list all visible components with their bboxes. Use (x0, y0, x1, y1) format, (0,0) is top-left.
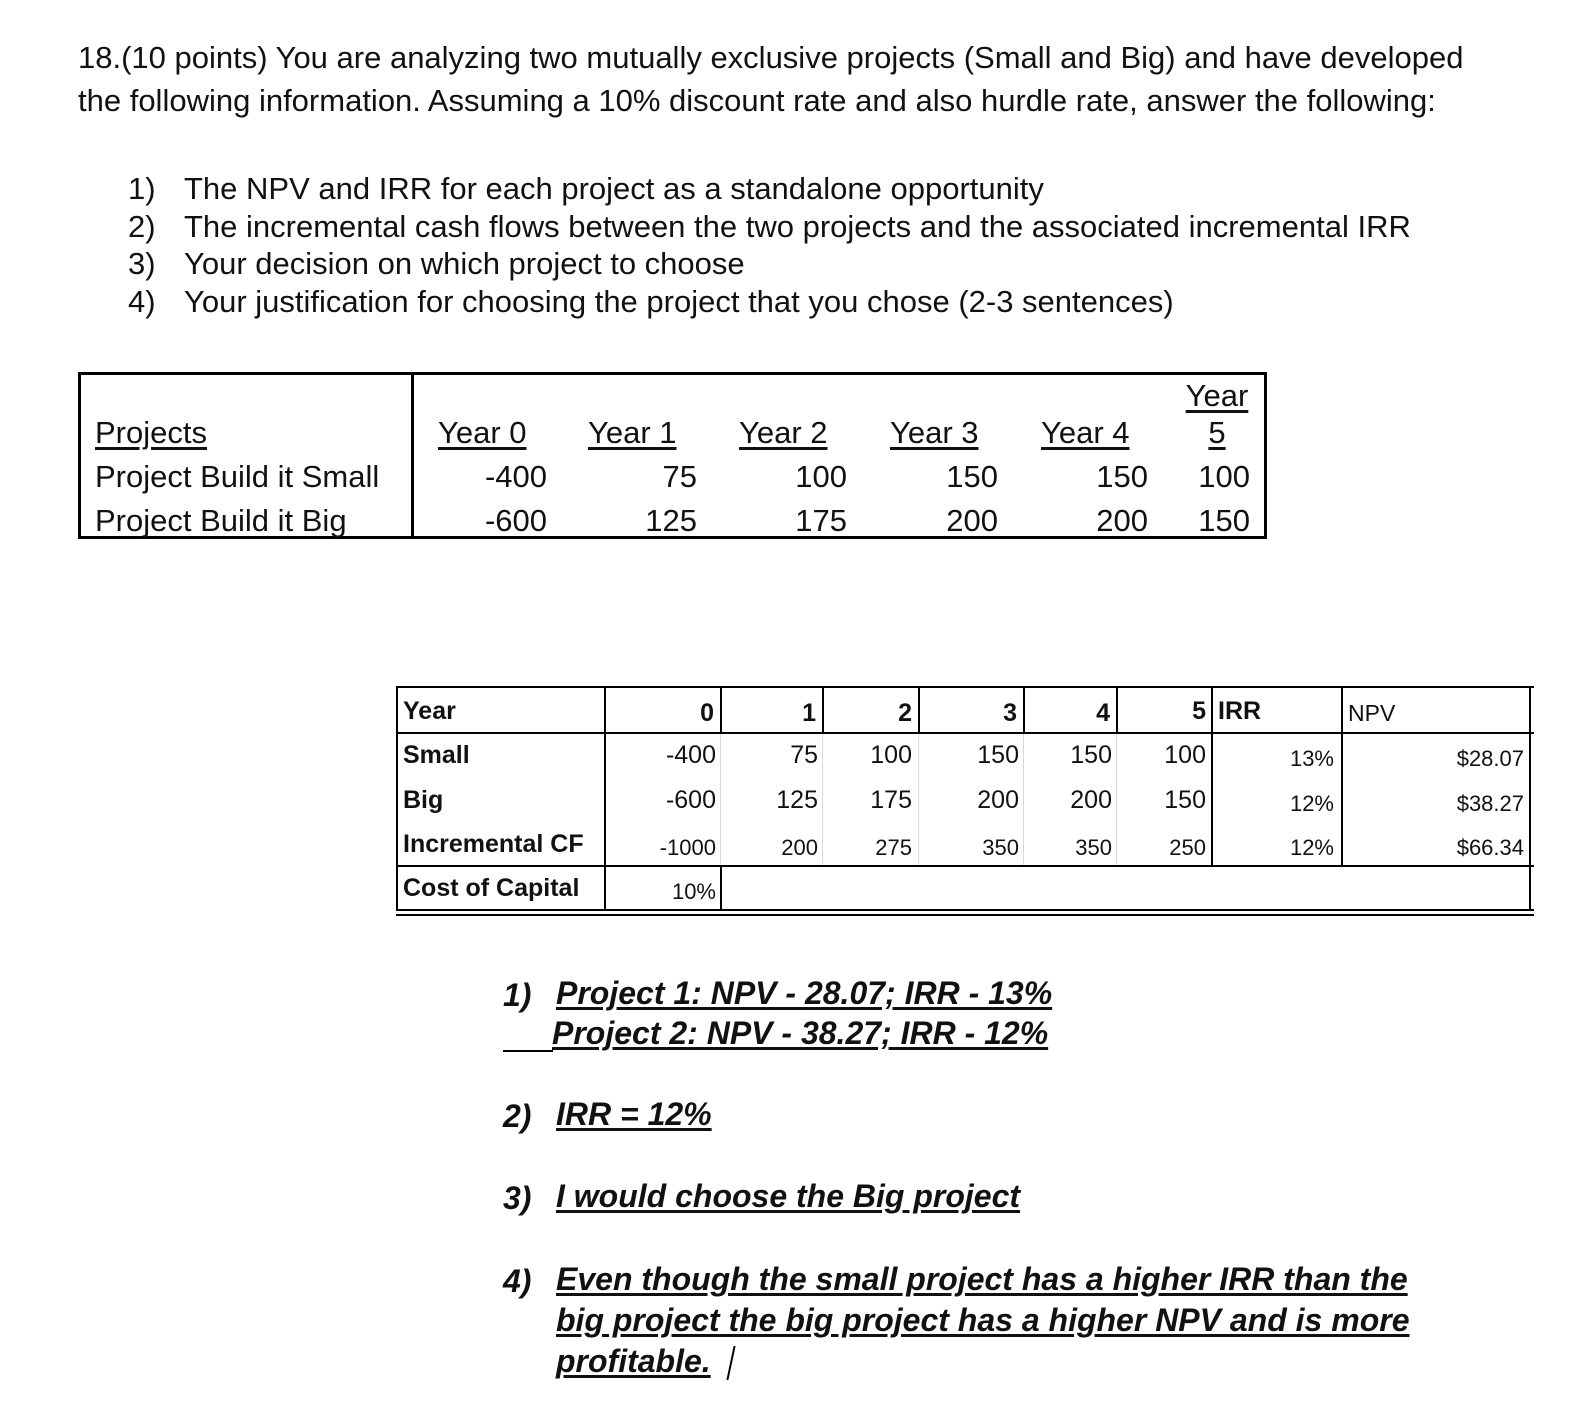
answer-4-number: 4) (503, 1263, 532, 1299)
sheet-grid-line (918, 734, 919, 865)
sheet-inc-npv: $66.34 (1456, 835, 1524, 860)
sheet-small-y2: 100 (870, 741, 912, 769)
answer-4-text-3: profitable. (556, 1343, 711, 1379)
cell-big-y5: 150 (1198, 503, 1250, 538)
sheet-grid-line (1116, 734, 1117, 865)
sheet-header-irr: IRR (1218, 697, 1262, 725)
cell-big-y2: 175 (795, 503, 847, 538)
cell-small-y2: 100 (795, 459, 847, 494)
sheet-header-year: Year (403, 697, 456, 725)
sheet-inc-y3: 350 (982, 835, 1019, 860)
answer-3-text: I would choose the Big project (556, 1178, 1021, 1214)
sheet-col-line (1023, 686, 1025, 732)
list-item (128, 170, 1568, 208)
sheet-big-y4: 200 (1070, 786, 1112, 814)
header-projects: Projects (95, 415, 207, 450)
sheet-left-border (396, 686, 398, 910)
sheet-inc-y1: 200 (781, 835, 818, 860)
sheet-header-y4: 4 (1096, 699, 1110, 727)
sheet-big-irr: 12% (1289, 791, 1334, 816)
column-divider (411, 375, 414, 536)
answer-1-line-2 (552, 1013, 1048, 1053)
cell-big-y4: 200 (1096, 503, 1148, 538)
answer-2-line (556, 1094, 712, 1134)
sheet-header-y5: 5 (1192, 697, 1206, 725)
sheet-grid-line (720, 734, 721, 865)
sheet-small-y3: 150 (977, 741, 1019, 769)
sheet-inc-irr: 12% (1289, 835, 1334, 860)
list-item (128, 208, 1568, 246)
sheet-col-line (604, 686, 606, 910)
sheet-small-y5: 100 (1164, 741, 1206, 769)
sheet-top-border (396, 686, 1534, 688)
text-cursor (726, 1346, 735, 1380)
list-text: The NPV and IRR for each project as a standalone opportunity (184, 171, 1044, 206)
list-number: 4) (128, 283, 156, 319)
answer-1-text-2: Project 2: NPV - 38.27; IRR - 12% (552, 1015, 1049, 1051)
cell-big-y3: 200 (946, 503, 998, 538)
sheet-col-line (1341, 686, 1343, 865)
sheet-big-y5: 150 (1164, 786, 1206, 814)
answer-1-underline-stub (503, 1050, 553, 1052)
sheet-col-line (918, 686, 920, 732)
answer-3-line (556, 1176, 1020, 1216)
sheet-row-label-small: Small (403, 741, 470, 769)
sheet-grid-line (822, 734, 823, 865)
sheet-inc-y5: 250 (1169, 835, 1206, 860)
cell-small-y0: -400 (484, 459, 547, 494)
question-list (128, 170, 1568, 320)
sheet-big-npv: $38.27 (1456, 791, 1524, 816)
answer-4-line-2 (556, 1300, 1409, 1340)
sheet-big-y1: 125 (776, 786, 818, 814)
sheet-header-y3: 3 (1003, 699, 1017, 727)
sheet-grid-line (1023, 734, 1024, 865)
sheet-big-y3: 200 (977, 786, 1019, 814)
list-number: 1) (128, 171, 156, 206)
sheet-row-label-incremental: Incremental CF (403, 830, 584, 858)
list-text: Your justification for choosing the project that you chose (2-3 sentences) (184, 283, 1174, 319)
answer-1-number: 1) (503, 977, 532, 1013)
answer-3-number: 3) (503, 1180, 532, 1216)
list-item (128, 283, 1568, 321)
sheet-row-label-cost-of-capital: Cost of Capital (403, 874, 580, 902)
sheet-bottom-border (396, 914, 1534, 916)
sheet-header-y1: 1 (802, 699, 816, 727)
header-year-3: Year 3 (890, 415, 979, 450)
sheet-col-line (822, 686, 824, 732)
answer-2-text: IRR = 12% (556, 1096, 712, 1132)
cash-flow-table (78, 372, 1267, 539)
header-year-5-line2: 5 (1208, 415, 1226, 450)
sheet-big-y2: 175 (870, 786, 912, 814)
answer-4-line-3 (556, 1341, 711, 1381)
row-name-small: Project Build it Small (95, 459, 380, 494)
row-name-big: Project Build it Big (95, 503, 347, 538)
answer-4-text-2: big project the big project has a higher NPV and is more (556, 1302, 1410, 1338)
list-text: The incremental cash flows between the two projects and the associated incremental IRR (184, 208, 1411, 244)
sheet-row-label-big: Big (403, 786, 444, 814)
sheet-col-line (720, 865, 722, 909)
sheet-row-line (396, 732, 1534, 734)
sheet-row-line (396, 865, 1534, 867)
intro-line-1: 18.(10 points) You are analyzing two mutually exclusive projects (Small and Big) and have developed (78, 40, 1464, 75)
sheet-inc-y4: 350 (1075, 835, 1112, 860)
cell-big-y1: 125 (645, 503, 697, 538)
sheet-col-line (720, 686, 722, 732)
header-year-1: Year 1 (588, 415, 677, 450)
sheet-small-npv: $28.07 (1456, 746, 1524, 771)
sheet-small-y1: 75 (790, 741, 818, 769)
list-text: Your decision on which project to choose (184, 246, 745, 281)
sheet-row-line (396, 909, 1534, 911)
header-year-4: Year 4 (1041, 415, 1130, 450)
cell-small-y3: 150 (946, 459, 998, 494)
list-number: 2) (128, 208, 156, 244)
sheet-header-npv: NPV (1348, 700, 1396, 726)
answer-2-number: 2) (503, 1098, 532, 1134)
sheet-cost-of-capital-value: 10% (671, 879, 716, 904)
cell-small-y5: 100 (1198, 459, 1250, 494)
sheet-header-y2: 2 (898, 699, 912, 727)
sheet-small-irr: 13% (1289, 746, 1334, 771)
sheet-small-y4: 150 (1070, 741, 1112, 769)
sheet-header-y0: 0 (700, 699, 714, 727)
header-year-0: Year 0 (438, 415, 527, 450)
answer-4-text-1: Even though the small project has a higher IRR than the (556, 1261, 1408, 1297)
sheet-inc-y0: -1000 (659, 835, 716, 860)
cell-big-y0: -600 (484, 503, 547, 538)
question-intro (78, 36, 1578, 122)
sheet-big-y0: -600 (665, 786, 716, 814)
cell-small-y1: 75 (662, 459, 697, 494)
sheet-inc-y2: 275 (875, 835, 912, 860)
sheet-right-border (1529, 686, 1531, 910)
sheet-small-y0: -400 (665, 741, 716, 769)
answer-4-line-1 (556, 1259, 1408, 1299)
cell-small-y4: 150 (1096, 459, 1148, 494)
answer-1-text-1: Project 1: NPV - 28.07; IRR - 13% (556, 975, 1053, 1011)
sheet-col-line (1211, 686, 1213, 865)
intro-line-2: the following information. Assuming a 10% discount rate and also hurdle rate, answer the following: (78, 83, 1436, 118)
list-item (128, 245, 1568, 283)
header-year-5-line1: Year (1185, 378, 1249, 413)
list-number: 3) (128, 246, 156, 281)
sheet-col-line (1116, 686, 1118, 732)
answer-1-line-1 (556, 973, 1052, 1013)
header-year-2: Year 2 (739, 415, 828, 450)
